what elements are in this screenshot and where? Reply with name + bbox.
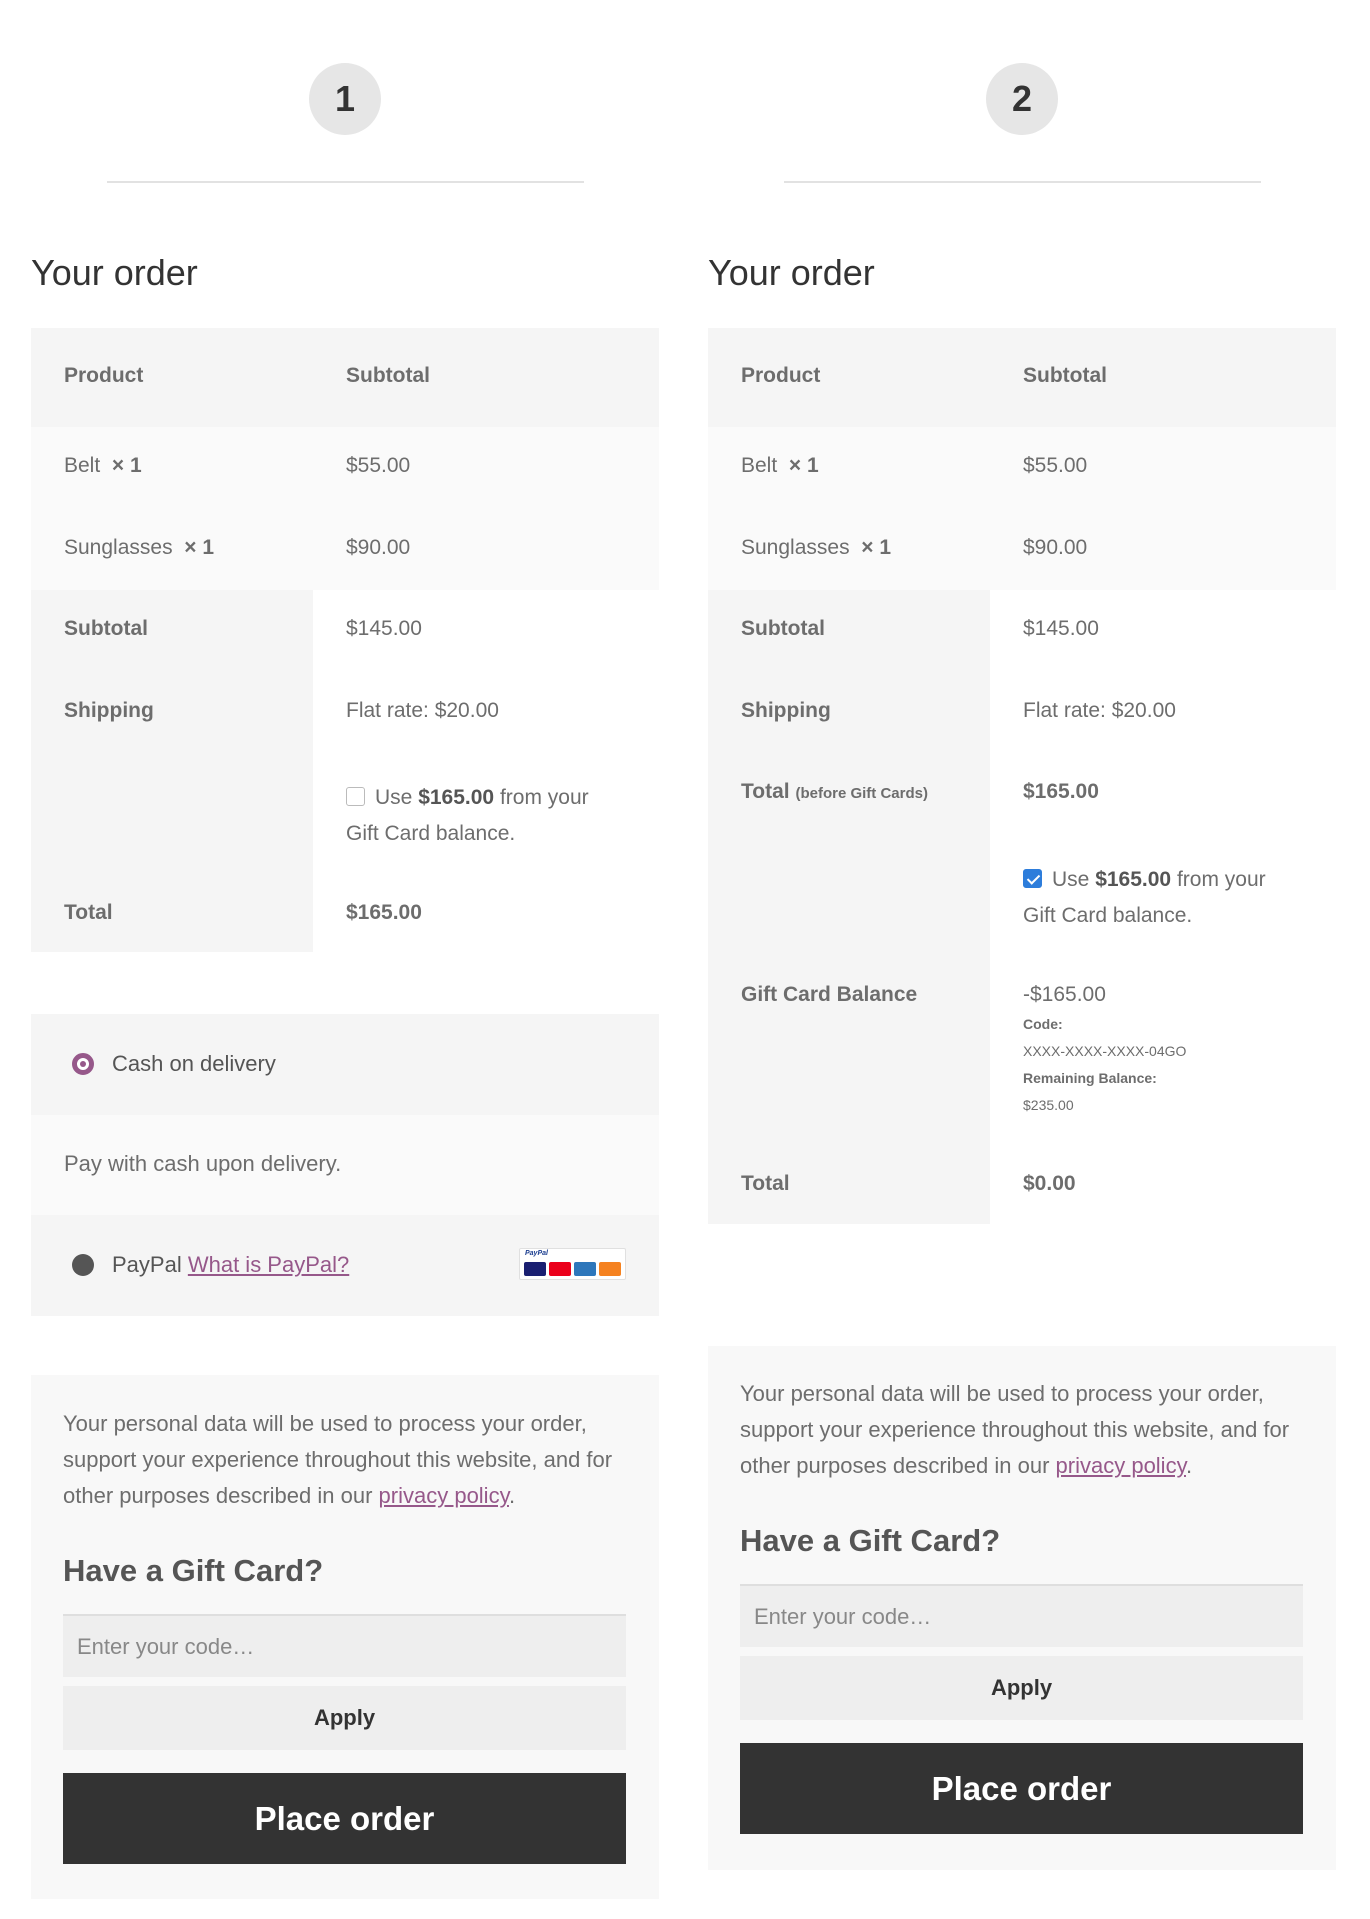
shipping-label: Shipping (741, 699, 831, 722)
item-name: Belt × 1 (741, 454, 819, 477)
order-table (708, 328, 1336, 1224)
visa-icon (524, 1262, 546, 1276)
place-order-button[interactable]: Place order (740, 1743, 1303, 1834)
gift-card-balance-label: Gift Card Balance (741, 983, 918, 1006)
subtotal-label: Subtotal (64, 617, 148, 640)
step-2-divider (784, 181, 1261, 183)
step-1-badge: 1 (309, 63, 381, 135)
total-value: $165.00 (346, 901, 422, 924)
cod-label: Cash on delivery (112, 1051, 276, 1076)
total-before-gift-value: $165.00 (1023, 780, 1099, 803)
item-price: $90.00 (346, 536, 411, 559)
gift-card-title: Have a Gift Card? (740, 1523, 1001, 1558)
gift-card-code-value: XXXX-XXXX-XXXX-04GO (1023, 1043, 1187, 1059)
header-product: Product (741, 364, 821, 387)
remaining-balance-value: $235.00 (1023, 1097, 1074, 1113)
header-product: Product (64, 364, 144, 387)
paypal-label: PayPal What is PayPal? (112, 1252, 350, 1277)
remaining-balance-label: Remaining Balance: (1023, 1070, 1157, 1086)
paypal-logo-text: PayPal (525, 1250, 548, 1257)
total-label: Total (741, 1172, 790, 1195)
cod-radio[interactable] (72, 1053, 94, 1075)
order-heading: Your order (708, 252, 875, 293)
payment-option-cod[interactable] (31, 1014, 659, 1115)
order-table (31, 328, 659, 952)
header-subtotal: Subtotal (346, 364, 430, 387)
privacy-notice: Your personal data will be used to process your order, support your experience throughout this website, and for other purposes described in our privacy policy. (740, 1381, 1290, 1478)
discover-icon (599, 1262, 621, 1276)
order-heading: Your order (31, 252, 198, 293)
item-name: Sunglasses × 1 (741, 536, 892, 559)
table-labels-bg (31, 590, 313, 952)
item-price: $55.00 (346, 454, 411, 477)
gift-card-code-input[interactable]: Enter your code… (740, 1584, 1303, 1647)
gift-card-code-label: Code: (1023, 1016, 1063, 1032)
what-is-paypal-link[interactable]: What is PayPal? (187, 1252, 350, 1277)
cod-description-box (31, 1115, 659, 1215)
cod-description: Pay with cash upon delivery. (64, 1151, 342, 1176)
shipping-value: Flat rate: $20.00 (346, 699, 499, 722)
gift-card-apply-button[interactable]: Apply (63, 1686, 626, 1750)
step-2-badge: 2 (986, 63, 1058, 135)
item-name: Sunglasses × 1 (64, 536, 215, 559)
privacy-policy-link[interactable]: privacy policy (378, 1483, 509, 1508)
header-subtotal: Subtotal (1023, 364, 1107, 387)
place-order-button[interactable]: Place order (63, 1773, 626, 1864)
gift-card-use-option[interactable]: Use $165.00 from your Gift Card balance. (346, 786, 589, 845)
gift-card-title: Have a Gift Card? (63, 1553, 324, 1588)
subtotal-value: $145.00 (1023, 617, 1099, 640)
gift-card-balance-value: -$165.00 (1023, 983, 1106, 1006)
table-labels-bg (708, 590, 990, 1224)
item-price: $55.00 (1023, 454, 1088, 477)
paypal-radio[interactable] (72, 1254, 94, 1276)
subtotal-label: Subtotal (741, 617, 825, 640)
table-items-bg (708, 427, 1336, 590)
gift-card-code-input[interactable]: Enter your code… (63, 1614, 626, 1677)
privacy-policy-link[interactable]: privacy policy (1055, 1453, 1186, 1478)
item-name: Belt × 1 (64, 454, 142, 477)
gift-card-use-checkbox[interactable] (1023, 869, 1042, 888)
paypal-cards-logo (519, 1248, 626, 1280)
gift-card-balance-details (1023, 983, 1186, 1119)
total-value: $0.00 (1023, 1172, 1076, 1195)
shipping-value: Flat rate: $20.00 (1023, 699, 1176, 722)
privacy-notice: Your personal data will be used to process your order, support your experience throughout this website, and for other purposes described in our privacy policy. (63, 1411, 613, 1508)
step-1-divider (107, 181, 584, 183)
payment-methods (31, 1014, 659, 1316)
gift-card-use-checkbox[interactable] (346, 787, 365, 806)
payment-option-paypal[interactable] (31, 1215, 659, 1316)
total-before-gift-label: Total (before Gift Cards) (741, 780, 928, 803)
table-items-bg (31, 427, 659, 590)
gift-card-apply-button[interactable]: Apply (740, 1656, 1303, 1720)
gift-card-use-option[interactable]: Use $165.00 from your Gift Card balance. (1023, 868, 1266, 927)
amex-icon (574, 1262, 596, 1276)
mastercard-icon (549, 1262, 571, 1276)
total-label: Total (64, 901, 113, 924)
item-price: $90.00 (1023, 536, 1088, 559)
subtotal-value: $145.00 (346, 617, 422, 640)
shipping-label: Shipping (64, 699, 154, 722)
